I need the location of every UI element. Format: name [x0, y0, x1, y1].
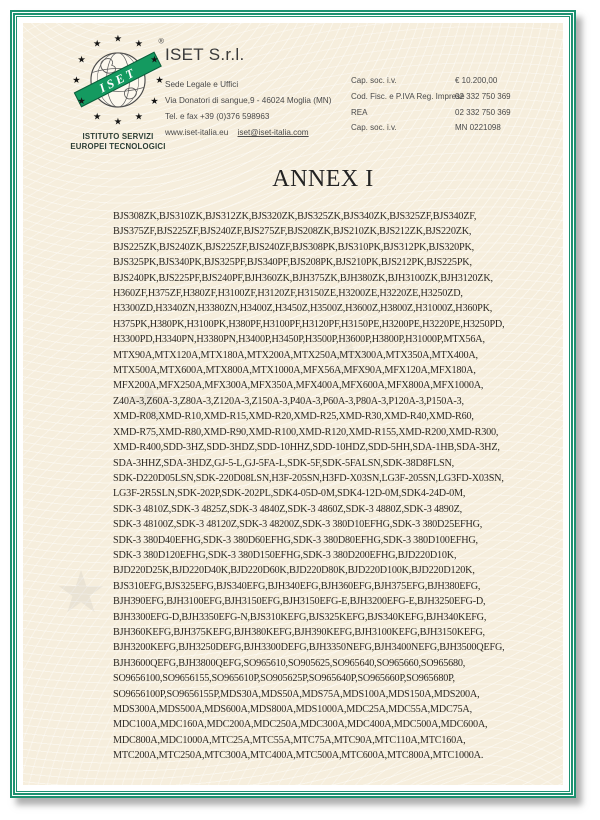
- certificate-content: [23, 23, 563, 785]
- svg-text:★: ★: [77, 54, 86, 66]
- model-line: H3300ZD,H3340ZN,H3380ZN,H3400Z,H3450Z,H3500Z,H3600Z,H3800Z,H31000Z,H360PK,: [113, 303, 493, 315]
- model-line: XMD-R08,XMD-R10,XMD-R15,XMD-R20,XMD-R25,XMD-R30,XMD-R40,XMD-R60,: [113, 411, 474, 423]
- logo-caption-line1: ISTITUTO SERVIZI: [82, 132, 154, 141]
- model-line: SDK-3 4810Z,SDK-3 4825Z,SDK-3 4840Z,SDK-3 4860Z,SDK-3 4880Z,SDK-3 4890Z,: [113, 503, 462, 515]
- model-line: LG3F-2R5SLN,SDK-202P,SDK-202PL,SDK4-05D-0M,SDK4-12D-0M,SDK4-24D-0M,: [113, 488, 466, 500]
- svg-text:★: ★: [155, 75, 164, 87]
- registry-value: 02 332 750 369: [455, 91, 511, 101]
- model-line: BJS375ZF,BJS225ZF,BJS240ZF,BJS275ZF,BJS208ZK,BJS210ZK,BJS212ZK,BJS220ZK,: [113, 226, 472, 238]
- svg-text:★: ★: [93, 111, 102, 123]
- company-header: [165, 45, 331, 141]
- model-line: SO9656100P,SO9656155P,MDS30A,MDS50A,MDS75A,MDS100A,MDS150A,MDS200A,: [113, 688, 480, 700]
- company-name: ISET S.r.l.: [165, 45, 245, 64]
- model-line: SDA-3HHZ,SDA-3HDZ,GJ-5-L,GJ-5FA-L,SDK-5F,SDK-5FALSN,SDK-38D8FLSN,: [113, 457, 454, 469]
- model-line: H360ZF,H375ZF,H380ZF,H3100ZF,H3120ZF,H3150ZE,H3200ZE,H3220ZE,H3250ZD,: [113, 288, 463, 300]
- model-line: MTC200A,MTC250A,MTC300A,MTC400A,MTC500A,MTC600A,MTC800A,MTC1000A.: [113, 750, 484, 762]
- model-number-list: [113, 209, 504, 764]
- website-text: www.iset-italia.eu: [165, 128, 229, 137]
- company-info-line: Via Donatori di sangue,9 - 46024 Moglia (MN): [165, 96, 332, 105]
- model-line: MDC800A,MDC1000A,MTC25A,MTC55A,MTC75A,MTC90A,MTC110A,MTC160A,: [113, 734, 466, 746]
- registered-trademark-symbol: ®: [158, 36, 164, 46]
- email-text: iset@iset-italia.com: [237, 128, 309, 137]
- model-line: BJS325PK,BJS340PK,BJS325PF,BJS340PF,BJS208PK,BJS210PK,BJS212PK,BJS225PK,: [113, 257, 472, 269]
- registry-label: Cod. Fisc. e P.IVA Reg. Imprese: [351, 91, 465, 101]
- registry-row: [351, 76, 511, 92]
- certificate-border-frame: [10, 10, 576, 798]
- svg-text:★: ★: [72, 75, 81, 87]
- registry-label: Cap. soc. i.v.: [351, 76, 397, 85]
- model-line: XMD-R400,SDD-3HZ,SDD-3HDZ,SDD-10HHZ,SDD-10HDZ,SDD-5HH,SDA-1HB,SDA-3HZ,: [113, 442, 500, 454]
- model-line: BJD220D25K,BJD220D40K,BJD220D60K,BJD220D80K,BJD220D100K,BJD220D120K,: [113, 565, 475, 577]
- model-line: H3300PD,H3340PN,H3380PN,H3400P,H3450P,H3500P,H3600P,H3800P,H31000P,MTX56A,: [113, 334, 485, 346]
- company-info-lines: [165, 77, 331, 125]
- registry-value: MN 0221098: [455, 123, 501, 133]
- model-line: SDK-3 48100Z,SDK-3 48120Z,SDK-3 48200Z,SDK-3 380D10EFHG,SDK-3 380D25EFHG,: [113, 519, 483, 531]
- svg-text:★: ★: [134, 111, 143, 123]
- svg-text:★: ★: [150, 95, 159, 107]
- model-line: BJS240PK,BJS225PF,BJS240PF,BJH360ZK,BJH375ZK,BJH380ZK,BJH3100ZK,BJH3120ZK,: [113, 272, 493, 284]
- model-line: SDK-3 380D40EFHG,SDK-3 380D60EFHG,SDK-3 380D80EFHG,SDK-3 380D100EFHG,: [113, 534, 478, 546]
- iset-globe-stars-icon: [66, 31, 170, 131]
- model-line: MFX200A,MFX250A,MFX300A,MFX350A,MFX400A,MFX600A,MFX800A,MFX1000A,: [113, 380, 484, 392]
- model-line: BJH3600QEFG,BJH3800QEFG,SO965610,SO905625,SO965640,SO965660,SO965680,: [113, 657, 466, 669]
- model-line: BJS308ZK,BJS310ZK,BJS312ZK,BJS320ZK,BJS325ZK,BJS340ZK,BJS325ZF,BJS340ZF,: [113, 211, 477, 222]
- watermark-star-icon: ★: [55, 560, 107, 625]
- registry-value: 02 332 750 369: [455, 107, 511, 117]
- company-registry: [351, 76, 511, 139]
- registry-row: [351, 92, 511, 108]
- model-line: SDK-D220D05LSN,SDK-220D08LSN,H3F-205SN,H3FD-X03SN,LG3F-205SN,LG3FD-X03SN,: [113, 472, 504, 484]
- registry-value: € 10.200,00: [455, 76, 498, 85]
- svg-text:★: ★: [113, 116, 123, 128]
- registry-label: Cap. soc. i.v.: [351, 123, 397, 133]
- model-line: SDK-3 380D120EFHG,SDK-3 380D150EFHG,SDK-3 380D200EFHG,BJD220D10K,: [113, 549, 457, 561]
- company-contact-line: [165, 125, 331, 141]
- model-line: MTX500A,MTX600A,MTX800A,MTX1000A,MFX56A,MFX90A,MFX120A,MFX180A,: [113, 365, 476, 377]
- model-line: MDS300A,MDS500A,MDS600A,MDS800A,MDS1000A,MDC25A,MDC55A,MDC75A,: [113, 704, 472, 715]
- model-line: BJH390EFG,BJH3100EFG,BJH3150EFG,BJH3150EFG-E,BJH3200EFG-E,BJH3250EFG-D,: [113, 596, 486, 608]
- model-line: BJH360KEFG,BJH375KEFG,BJH380KEFG,BJH390KEFG,BJH3100KEFG,BJH3150KEFG,: [113, 626, 485, 638]
- registry-row: [351, 123, 511, 139]
- annex-title: ANNEX I: [272, 166, 374, 192]
- watermark-star-icon: ★: [123, 370, 175, 435]
- model-line: BJH3300EFG-D,BJH3350EFG-N,BJS310KEFG,BJS325KEFG,BJS340KEFG,BJH340KEFG,: [113, 611, 487, 623]
- registry-row: [351, 108, 511, 124]
- svg-text:★: ★: [150, 54, 159, 66]
- logo-banner-text: ISET: [96, 64, 140, 96]
- svg-text:★: ★: [77, 95, 86, 107]
- model-line: BJH3200KEFG,BJH3250DEFG,BJH3300DEFG,BJH3350NEFG,BJH3400NEFG,BJH3500QEFG,: [113, 642, 505, 654]
- svg-text:★: ★: [93, 38, 102, 50]
- model-line: MTX90A,MTX120A,MTX180A,MTX200A,MTX250A,MTX300A,MTX350A,MTX400A,: [113, 349, 478, 361]
- model-line: BJS225ZK,BJS240ZK,BJS225ZF,BJS240ZF,BJS308PK,BJS310PK,BJS312PK,BJS320PK,: [113, 241, 475, 253]
- border-frame-middle: [13, 13, 573, 795]
- model-line: MDC100A,MDC160A,MDC200A,MDC250A,MDC300A,MDC400A,MDC500A,MDC600A,: [113, 719, 488, 731]
- model-line: SO9656100,SO9656155,SO965610P,SO905625P,SO965640P,SO965660P,SO965680P,: [113, 673, 455, 685]
- company-info-line: Sede Legale e Uffici: [165, 80, 239, 89]
- svg-text:★: ★: [134, 38, 143, 50]
- model-line: Z40A-3,Z60A-3,Z80A-3,Z120A-3,Z150A-3,P40A-3,P60A-3,P80A-3,P120A-3,P150A-3,: [113, 395, 464, 407]
- model-line: BJS310EFG,BJS325EFG,BJS340EFG,BJH340EFG,BJH360EFG,BJH375EFG,BJH380EFG,: [113, 580, 481, 592]
- svg-text:★: ★: [113, 33, 123, 45]
- registry-label: REA: [351, 107, 368, 117]
- logo-caption-line2: EUROPEI TECNOLOGICI: [70, 141, 166, 151]
- company-info-line: Tel. e fax +39 (0)376 598963: [165, 112, 270, 121]
- model-line: H375PK,H380PK,H3100PK,H380PF,H3100PF,H3120PF,H3150PE,H3200PE,H3220PE,H3250PD,: [113, 318, 505, 330]
- model-line: XMD-R75,XMD-R80,XMD-R90,XMD-R100,XMD-R120,XMD-R155,XMD-R200,XMD-R300,: [113, 426, 499, 438]
- watermark-star-icon: ★: [323, 325, 375, 390]
- border-frame-inner: [16, 16, 570, 792]
